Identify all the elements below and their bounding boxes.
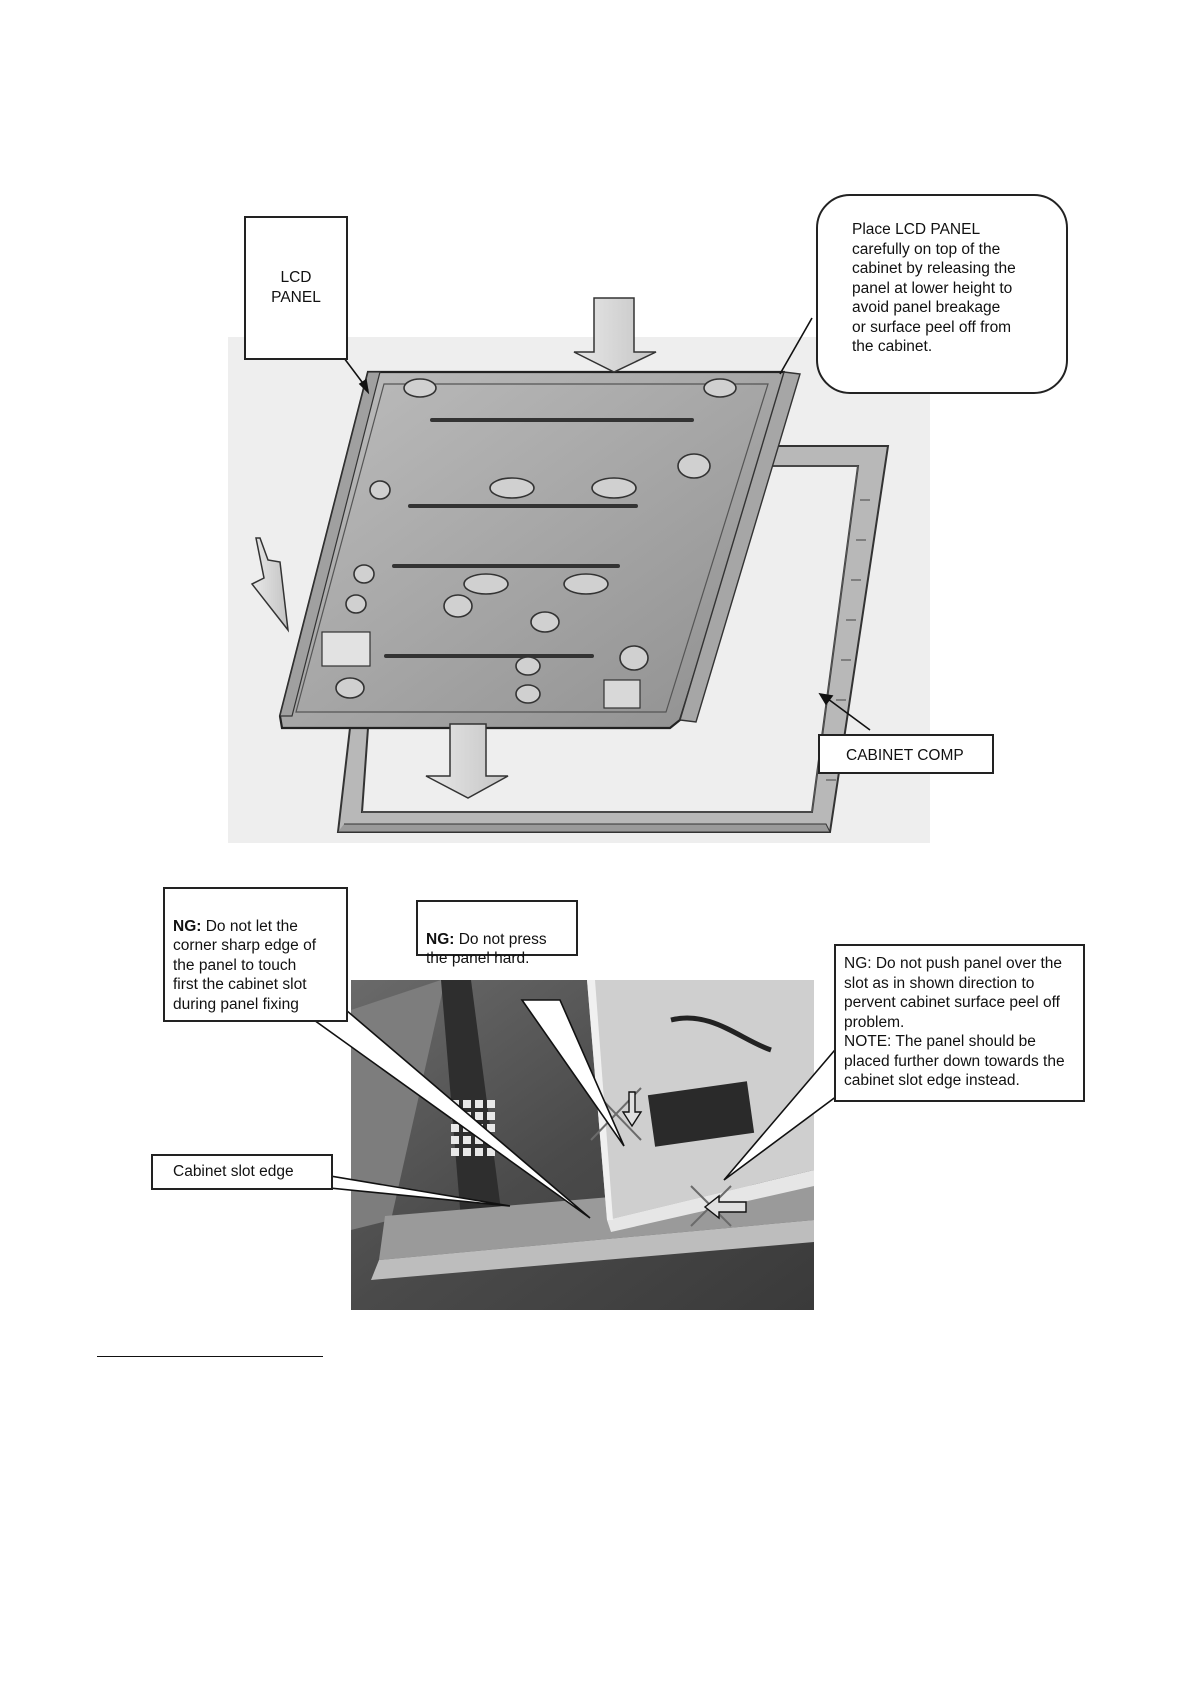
cabinet-slot-edge-callout: Cabinet slot edge — [151, 1154, 333, 1190]
section-divider — [97, 1356, 323, 1357]
ng-label: NG: — [426, 930, 455, 948]
placement-note-bubble: Place LCD PANEL carefully on top of the cabinet by releasing the panel at lower height to avoid panel breakage or surface peel off from the cabinet. — [816, 194, 1068, 394]
lcd-panel-callout: LCD PANEL — [244, 216, 348, 360]
ng-corner-edge-text: Do not let the corner sharp edge of the panel to touch first the cabinet slot during panel fixing — [173, 917, 317, 1013]
ng-label: NG: — [173, 917, 202, 935]
ng-press-callout — [416, 900, 578, 967]
cabinet-comp-callout: CABINET COMP — [818, 734, 994, 774]
ng-corner-edge-callout — [163, 887, 348, 1022]
ng-press-text: Do not press the panel hard. — [426, 930, 547, 967]
ng-push-note-callout: NG: Do not push panel over the slot as in shown direction to pervent cabinet surface peel off problem. NOTE: The panel should be placed further down towards the cabinet slot edge instead. — [834, 944, 1085, 1102]
